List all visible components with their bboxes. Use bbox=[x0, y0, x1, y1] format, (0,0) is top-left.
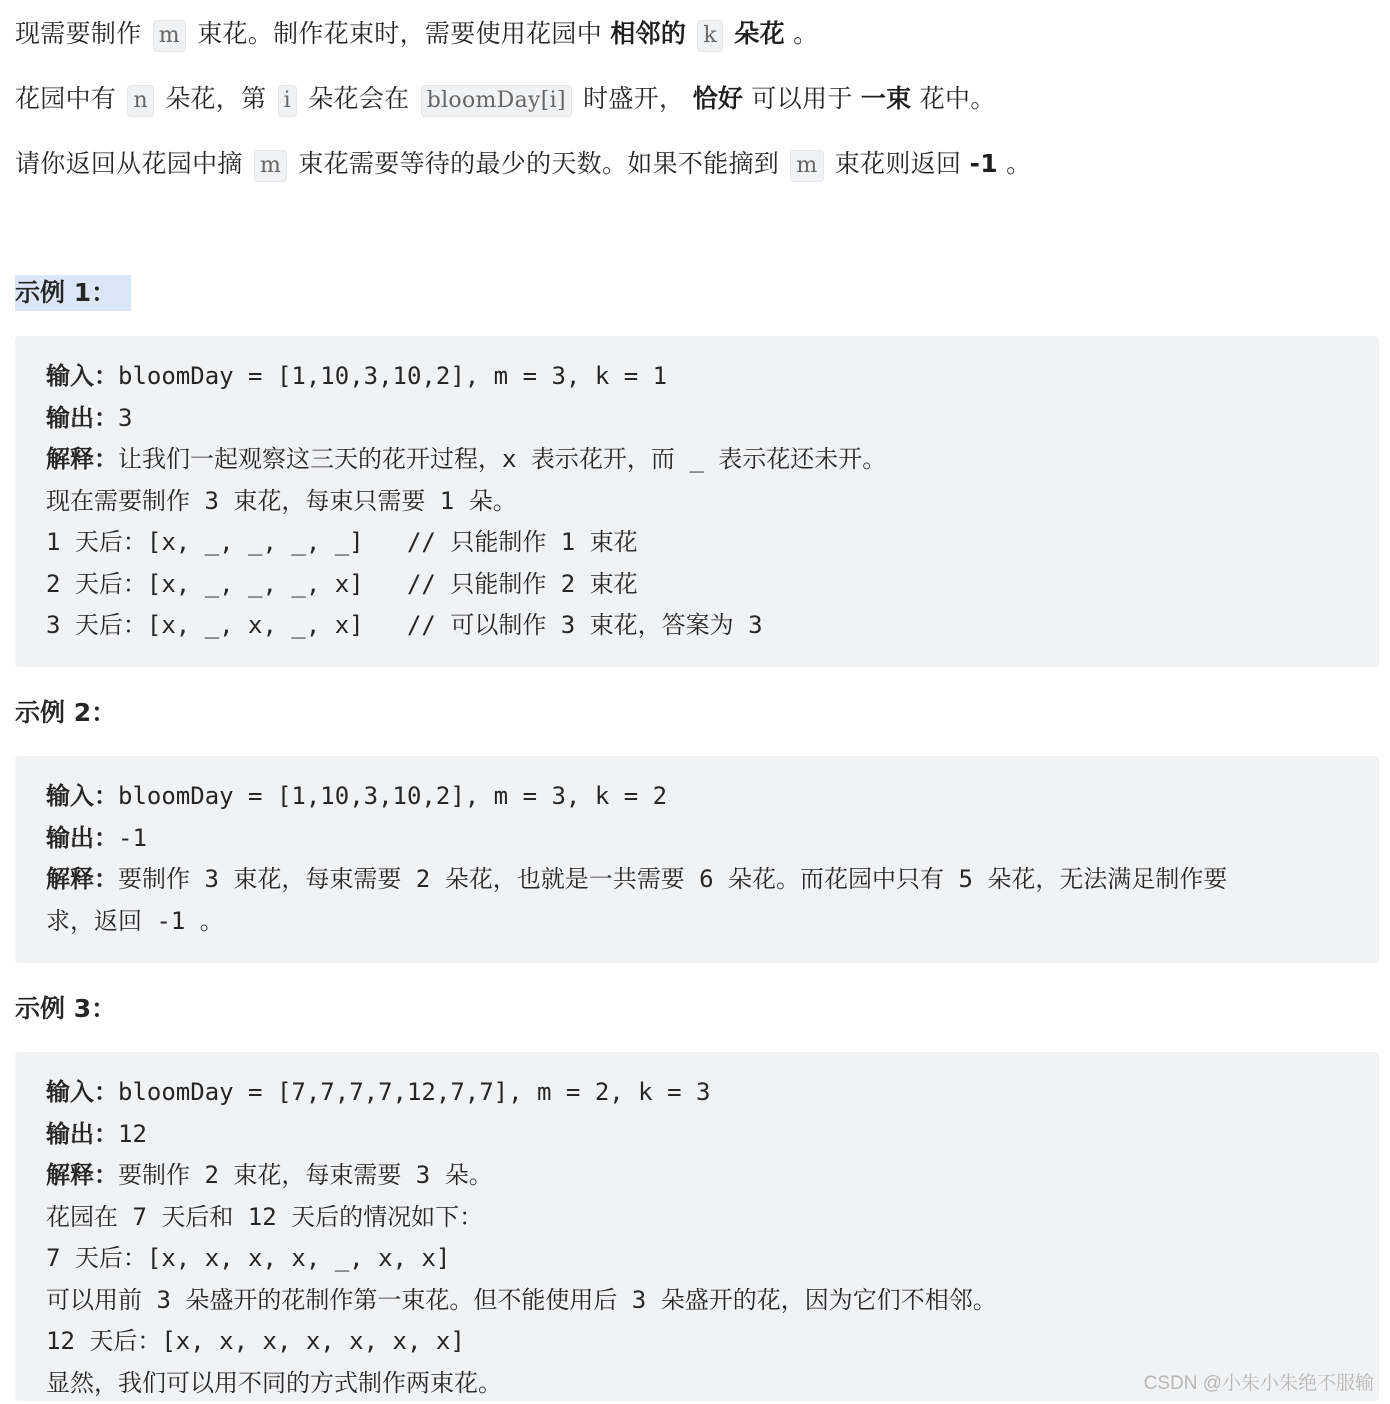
example-2-heading: 示例 2： bbox=[15, 695, 131, 731]
text: 。 bbox=[793, 19, 818, 48]
bold-text: 朵花 bbox=[734, 19, 785, 48]
text: 现需要制作 bbox=[15, 19, 142, 48]
input-line bbox=[46, 776, 1379, 818]
text: 时盛开， bbox=[583, 84, 684, 113]
text: 请你返回从花园中摘 bbox=[15, 149, 243, 178]
inline-code-n: n bbox=[127, 85, 153, 117]
input-line bbox=[46, 1072, 1379, 1114]
code-line: 现在需要制作 3 束花，每束只需要 1 朵。 bbox=[46, 481, 1379, 523]
intro-paragraph-3 bbox=[15, 146, 1031, 182]
example-3-heading: 示例 3： bbox=[15, 991, 131, 1027]
output-line bbox=[46, 398, 1379, 440]
code-line: 7 天后：[x, x, x, x, _, x, x] bbox=[46, 1238, 1379, 1280]
text: 束花。制作花束时，需要使用花园中 bbox=[197, 19, 602, 48]
intro-paragraph-2 bbox=[15, 81, 996, 117]
bold-text: 恰好 bbox=[693, 84, 744, 113]
example-2-code-block bbox=[15, 756, 1379, 963]
output-line bbox=[46, 818, 1379, 860]
inline-code-m: m bbox=[153, 20, 186, 52]
explain-line bbox=[46, 439, 1379, 481]
inline-code-m: m bbox=[254, 150, 287, 182]
explain-line bbox=[46, 859, 1379, 901]
input-label: 输入： bbox=[46, 782, 118, 810]
text: 束花需要等待的最少的天数。如果不能摘到 bbox=[298, 149, 779, 178]
input-label: 输入： bbox=[46, 1078, 118, 1106]
inline-code-bloomday: bloomDay[i] bbox=[421, 85, 572, 117]
example-1-code-block bbox=[15, 336, 1379, 667]
input-value: bloomDay = [7,7,7,7,12,7,7], m = 2, k = 3 bbox=[118, 1078, 710, 1106]
text: 朵花会在 bbox=[308, 84, 409, 113]
output-value: -1 bbox=[118, 824, 147, 852]
explain-label: 解释： bbox=[46, 1161, 118, 1189]
text: 可以用于 bbox=[751, 84, 852, 113]
bold-text: 相邻的 bbox=[610, 19, 686, 48]
code-line: 2 天后：[x, _, _, _, x] // 只能制作 2 束花 bbox=[46, 564, 1379, 606]
explain-line bbox=[46, 1155, 1379, 1197]
text: 。 bbox=[1006, 149, 1031, 178]
output-value: 12 bbox=[118, 1120, 147, 1148]
explain-text: 要制作 2 束花，每束需要 3 朵。 bbox=[118, 1161, 493, 1189]
text: 花园中有 bbox=[15, 84, 116, 113]
input-value: bloomDay = [1,10,3,10,2], m = 3, k = 1 bbox=[118, 362, 667, 390]
bold-text: 一束 bbox=[861, 84, 912, 113]
bold-text: -1 bbox=[970, 149, 998, 178]
example-1-heading: 示例 1： bbox=[15, 275, 131, 311]
explain-label: 解释： bbox=[46, 865, 118, 893]
code-line: 求，返回 -1 。 bbox=[46, 901, 1379, 943]
inline-code-k: k bbox=[697, 20, 723, 52]
code-line: 12 天后：[x, x, x, x, x, x, x] bbox=[46, 1321, 1379, 1363]
output-line bbox=[46, 1114, 1379, 1156]
input-value: bloomDay = [1,10,3,10,2], m = 3, k = 2 bbox=[118, 782, 667, 810]
inline-code-m: m bbox=[790, 150, 823, 182]
output-label: 输出： bbox=[46, 1120, 118, 1148]
output-value: 3 bbox=[118, 404, 132, 432]
code-line: 花园在 7 天后和 12 天后的情况如下： bbox=[46, 1197, 1379, 1239]
text: 花中。 bbox=[920, 84, 996, 113]
inline-code-i: i bbox=[278, 85, 297, 117]
text: 朵花，第 bbox=[165, 84, 266, 113]
code-line: 显然，我们可以用不同的方式制作两束花。 bbox=[46, 1363, 1379, 1404]
watermark: CSDN @小朱小朱绝不服输 bbox=[1144, 1368, 1374, 1395]
code-line: 1 天后：[x, _, _, _, _] // 只能制作 1 束花 bbox=[46, 522, 1379, 564]
output-label: 输出： bbox=[46, 824, 118, 852]
input-line bbox=[46, 356, 1379, 398]
text: 束花则返回 bbox=[835, 149, 962, 178]
explain-text: 让我们一起观察这三天的花开过程，x 表示花开，而 _ 表示花还未开。 bbox=[118, 445, 886, 473]
input-label: 输入： bbox=[46, 362, 118, 390]
intro-paragraph-1 bbox=[15, 16, 818, 52]
code-line: 可以用前 3 朵盛开的花制作第一束花。但不能使用后 3 朵盛开的花，因为它们不相邻。 bbox=[46, 1280, 1379, 1322]
output-label: 输出： bbox=[46, 404, 118, 432]
code-line: 3 天后：[x, _, x, _, x] // 可以制作 3 束花，答案为 3 bbox=[46, 605, 1379, 647]
example-3-code-block bbox=[15, 1052, 1379, 1401]
explain-text: 要制作 3 束花，每束需要 2 朵花，也就是一共需要 6 朵花。而花园中只有 5 朵花，无法满足制作要 bbox=[118, 865, 1227, 893]
explain-label: 解释： bbox=[46, 445, 118, 473]
